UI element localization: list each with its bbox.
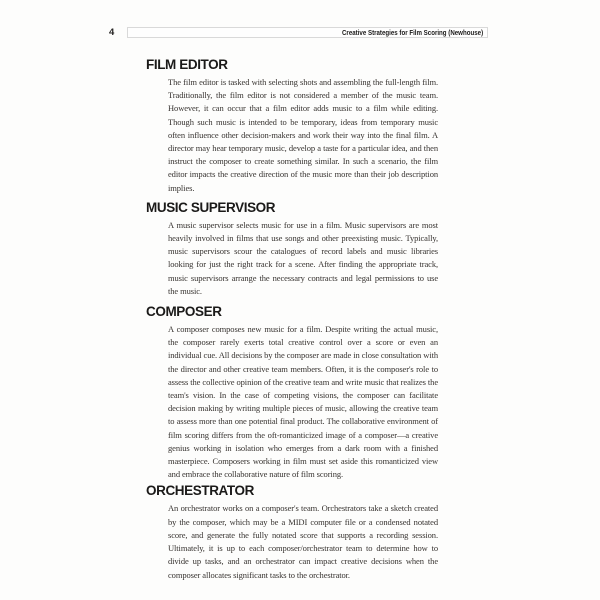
page-number: 4 [109, 27, 115, 38]
section-heading-film-editor: FILM EDITOR [146, 57, 228, 72]
section-film-editor [146, 58, 446, 195]
section-body-composer: A composer composes new music for a film. Despite writing the actual music, the composer rarely exerts total creative control over a score or even an individual cue. All decisions by the composer are made in close consultation with the director and other creative team members. Often, it is the composer's role to assess the collective opinion of the creative team and write music that realizes the team's vision. In the case of competing visions, the composer can facilitate decision making by writing multiple pieces of music, allowing the creative team to assess more than one potential final product. The collaborative environment of film scoring differs from the oft-romanticized image of a composer—a creative genius working in isolation who emerges from a dark room with a finished masterpiece. Composers working in film must set aside this romanticized view and embrace the collaborative nature of film scoring. [168, 324, 438, 480]
section-composer [146, 305, 446, 481]
section-music-supervisor [146, 201, 446, 298]
running-head-title: Creative Strategies for Film Scoring (Newhouse) [341, 28, 483, 37]
section-body-film-editor: The film editor is tasked with selecting shots and assembling the full-length film. Traditionally, the film editor is not considered a member of the music team. However, it can occur that a film editor adds music to a film while editing. Though such music is intended to be temporary, ideas from temporary music often influence other decision-makers and work their way into the final film. A director may hear temporary music, develop a taste for a particular idea, and then instruct the composer to create something similar. In such a scenario, the film editor impacts the creative direction of the music more than their job description implies. [168, 77, 438, 193]
section-heading-composer: COMPOSER [146, 304, 222, 320]
running-head-bar [127, 27, 488, 38]
section-heading-music-supervisor: MUSIC SUPERVISOR [146, 199, 276, 215]
section-body-orchestrator: An orchestrator works on a composer's team. Orchestrators take a sketch created by the composer, which may be a MIDI computer file or a condensed notated score, and generate the fully notated score that supports a recording session. Ultimately, it is up to each composer/orchestrator team to determine how to divide up tasks, and an orchestrator can impact creative decisions when the composer allocates significant tasks to the orchestrator. [168, 503, 438, 580]
section-body-music-supervisor: A music supervisor selects music for use in a film. Music supervisors are most heavily involved in films that use songs and other preexisting music. Typically, music supervisors scour the catalogues of record labels and music libraries looking for just the right track for a scene. After finding the appropriate track, music supervisors arrange the necessary contracts and legal permissions to use the music. [168, 219, 438, 296]
section-heading-orchestrator: ORCHESTRATOR [146, 483, 254, 499]
page-content [146, 58, 446, 582]
section-orchestrator [146, 484, 446, 581]
